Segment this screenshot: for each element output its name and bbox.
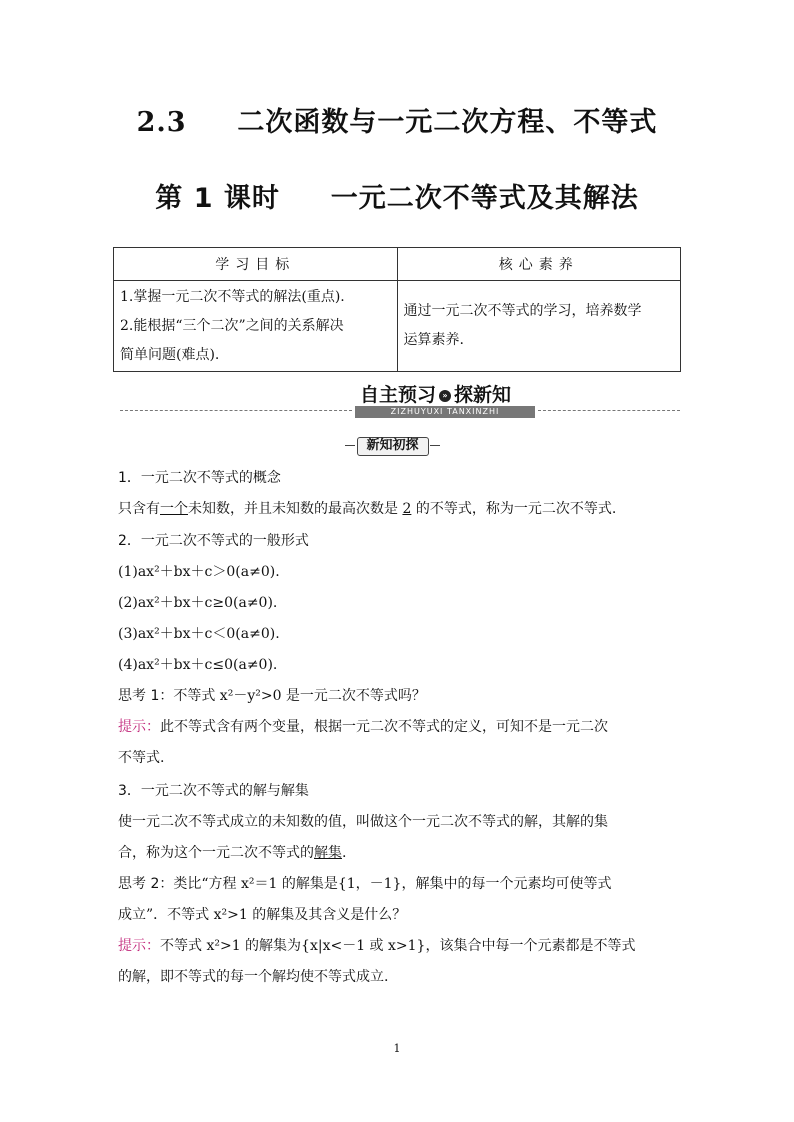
lesson-number: 第 1 课时 <box>155 183 280 214</box>
form-4: (4)ax²＋bx＋c≤0(a≠0). <box>118 657 278 673</box>
banner-title <box>360 380 660 406</box>
hint1-label: 提示： <box>118 719 160 735</box>
banner-subtitle: ZIZHUYUXI TANXINZHI <box>355 406 535 418</box>
think2-label: 思考 2： <box>118 876 174 892</box>
hint2-text: 不等式 x²>1 的解集为{x|x<－1 或 x>1}，该集合中每一个元素都是不等式 <box>160 938 636 954</box>
hint1-line1 <box>118 718 608 736</box>
think2-line2: 成立”．不等式 x²>1 的解集及其含义是什么？ <box>118 907 407 923</box>
goal-line: 2.能根据“三个二次”之间的关系解决 <box>120 317 344 334</box>
think2-line1 <box>118 875 611 893</box>
literacy-cell <box>397 281 681 372</box>
s1-text <box>118 500 616 518</box>
hint2-line1 <box>118 937 635 955</box>
tag-line-right <box>430 445 440 446</box>
s3-heading: 3．一元二次不等式的解与解集 <box>118 783 309 799</box>
s3-line2 <box>118 844 346 862</box>
tag-text: 新知初探 <box>366 438 419 453</box>
hint1-text: 此不等式含有两个变量，根据一元二次不等式的定义，可知不是一元二次 <box>160 719 608 735</box>
literacy-header: 核心素养 <box>397 248 681 281</box>
form-2: (2)ax²＋bx＋c≥0(a≠0). <box>118 595 278 611</box>
section-title-text: 二次函数与一元二次方程、不等式 <box>237 107 658 138</box>
s1-heading: 1．一元二次不等式的概念 <box>118 470 281 486</box>
s2-heading: 2．一元二次不等式的一般形式 <box>118 533 309 549</box>
hint2-line2: 的解，即不等式的每一个解均使不等式成立. <box>118 969 389 985</box>
literacy-line: 通过一元二次不等式的学习，培养数学 <box>403 303 642 319</box>
hint1-line2: 不等式. <box>118 750 165 766</box>
goals-header: 学习目标 <box>114 248 398 281</box>
section-banner <box>120 380 680 420</box>
goals-table <box>113 247 681 372</box>
page-number: 1 <box>393 1042 401 1055</box>
goal-line: 简单问题(难点). <box>120 346 220 363</box>
banner-dashed-line-left <box>120 410 352 411</box>
s1-text-b: 未知数，并且未知数的最高次数是 <box>188 501 398 517</box>
literacy-line: 运算素养. <box>403 332 464 348</box>
goal-line: 1.掌握一元二次不等式的解法(重点). <box>120 288 345 305</box>
think1-label: 思考 1： <box>118 688 174 704</box>
form-1: (1)ax²＋bx＋c＞0(a≠0). <box>118 564 280 580</box>
think1-text: 不等式 x²－y²>0 是一元二次不等式吗？ <box>173 688 426 704</box>
section-number: 2.3 <box>136 107 187 138</box>
s1-underline-two: 2 <box>402 501 412 517</box>
s3-line2-b: . <box>342 845 347 861</box>
think1 <box>118 687 426 705</box>
s1-underline-one: 一个 <box>160 501 188 517</box>
s3-line1: 使一元二次不等式成立的未知数的值，叫做这个一元二次不等式的解，其解的集 <box>118 814 608 830</box>
goals-cell <box>114 281 398 372</box>
think2-text: 类比“方程 x²＝1 的解集是{1，－1}，解集中的每一个元素均可使等式 <box>173 876 612 892</box>
section-title <box>0 100 794 139</box>
lesson-title-text: 一元二次不等式及其解法 <box>330 183 639 214</box>
banner-left-text: 自主预习 <box>360 384 437 406</box>
banner-right-text: 探新知 <box>454 384 512 406</box>
arrow-circle-icon: » <box>439 390 451 402</box>
s3-underline: 解集 <box>314 845 342 861</box>
banner-dashed-line-right <box>538 410 680 411</box>
s1-text-a: 只含有 <box>118 501 160 517</box>
subsection-tag <box>345 436 440 456</box>
s3-line2-a: 合，称为这个一元二次不等式的 <box>118 845 314 861</box>
form-3: (3)ax²＋bx＋c＜0(a≠0). <box>118 626 280 642</box>
tag-line-left <box>345 445 355 446</box>
lesson-title <box>0 176 794 215</box>
hint2-label: 提示： <box>118 938 160 954</box>
s1-text-c: 的不等式，称为一元二次不等式. <box>415 501 617 517</box>
